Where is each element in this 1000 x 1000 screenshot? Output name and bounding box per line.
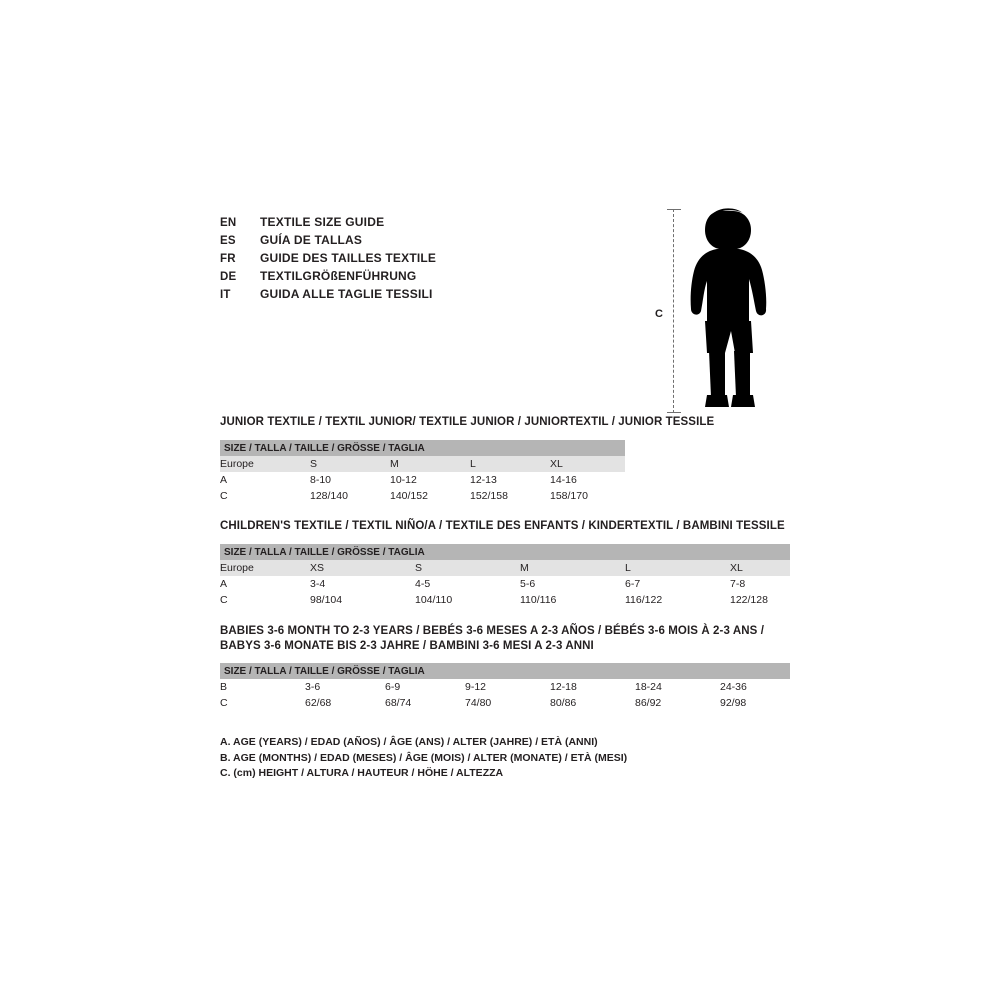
value-cell: 14-16 <box>550 472 625 488</box>
size-cell: S <box>415 560 520 576</box>
table-head-label: SIZE / TALLA / TAILLE / GRÖSSE / TAGLIA <box>220 544 790 560</box>
value-cell: 3-6 <box>305 679 385 695</box>
row-key-c: C <box>220 488 310 504</box>
table-head-row <box>220 663 790 679</box>
language-code: FR <box>220 253 236 265</box>
child-figure-diagram <box>655 205 795 420</box>
table-babies <box>220 663 790 711</box>
row-key-europe: Europe <box>220 456 310 472</box>
language-title: TEXTILGRÖßENFÜHRUNG <box>260 269 417 283</box>
value-cell: 24-36 <box>720 679 790 695</box>
footnote-b: B. AGE (MONTHS) / EDAD (MESES) / ÂGE (MOIS) / ALTER (MONATE) / ETÀ (MESI) <box>220 751 628 764</box>
value-cell: 62/68 <box>305 695 385 711</box>
table-head-label: SIZE / TALLA / TAILLE / GRÖSSE / TAGLIA <box>220 663 790 679</box>
table-head-label: SIZE / TALLA / TAILLE / GRÖSSE / TAGLIA <box>220 440 625 456</box>
value-cell: 18-24 <box>635 679 720 695</box>
value-cell: 122/128 <box>730 592 790 608</box>
height-measure-label: C <box>655 308 663 320</box>
language-code: ES <box>220 235 236 247</box>
language-title-block <box>220 213 650 303</box>
row-key-europe: Europe <box>220 560 310 576</box>
footnotes-block <box>220 735 627 782</box>
language-title: GUIDA ALLE TAGLIE TESSILI <box>260 287 433 301</box>
value-cell: 116/122 <box>625 592 730 608</box>
table-row <box>220 576 790 592</box>
value-cell: 4-5 <box>415 576 520 592</box>
row-key-c: C <box>220 695 305 711</box>
value-cell: 158/170 <box>550 488 625 504</box>
value-cell: 140/152 <box>390 488 470 504</box>
size-cell: XL <box>550 456 625 472</box>
size-cell: L <box>625 560 730 576</box>
language-title: GUIDE DES TAILLES TEXTILE <box>260 251 437 265</box>
table-row <box>220 488 625 504</box>
language-row <box>220 249 650 267</box>
language-code: IT <box>220 289 231 301</box>
table-junior <box>220 440 625 504</box>
table-row <box>220 679 790 695</box>
language-code: EN <box>220 217 237 229</box>
language-title: TEXTILE SIZE GUIDE <box>260 215 385 229</box>
section-title-children: CHILDREN'S TEXTILE / TEXTIL NIÑO/A / TEXTILE DES ENFANTS / KINDERTEXTIL / BAMBINI TESSILE <box>220 520 785 532</box>
value-cell: 80/86 <box>550 695 635 711</box>
language-row <box>220 231 650 249</box>
value-cell: 74/80 <box>465 695 550 711</box>
value-cell: 7-8 <box>730 576 790 592</box>
value-cell: 6-9 <box>385 679 465 695</box>
footnote-a: A. AGE (YEARS) / EDAD (AÑOS) / ÂGE (ANS) / ALTER (JAHRE) / ETÀ (ANNI) <box>220 736 598 748</box>
size-cell: M <box>520 560 625 576</box>
footnote-c: C. (cm) HEIGHT / ALTURA / HAUTEUR / HÖHE / ALTEZZA <box>220 767 504 779</box>
language-row <box>220 267 650 285</box>
table-size-row <box>220 560 790 576</box>
row-key-a: A <box>220 472 310 488</box>
table-row <box>220 592 790 608</box>
value-cell: 5-6 <box>520 576 625 592</box>
table-head-row <box>220 440 625 456</box>
table-row <box>220 472 625 488</box>
value-cell: 86/92 <box>635 695 720 711</box>
size-cell: L <box>470 456 550 472</box>
value-cell: 152/158 <box>470 488 550 504</box>
row-key-c: C <box>220 592 310 608</box>
value-cell: 98/104 <box>310 592 415 608</box>
value-cell: 92/98 <box>720 695 790 711</box>
row-key-a: A <box>220 576 310 592</box>
value-cell: 9-12 <box>465 679 550 695</box>
value-cell: 104/110 <box>415 592 520 608</box>
section-title-babies: BABIES 3-6 MONTH TO 2-3 YEARS / BEBÉS 3-6 MESES A 2-3 AÑOS / BÉBÉS 3-6 MOIS À 2-3 ANS / BABYS 3-6 MONATE BIS 2-3 JAHRE / BAMBINI 3-6 MESI A 2-3 ANNI <box>220 625 764 652</box>
language-row <box>220 213 650 231</box>
table-size-row <box>220 456 625 472</box>
value-cell: 10-12 <box>390 472 470 488</box>
size-cell: XS <box>310 560 415 576</box>
language-code: DE <box>220 271 237 283</box>
value-cell: 12-13 <box>470 472 550 488</box>
language-title: GUÍA DE TALLAS <box>260 233 363 247</box>
size-cell: XL <box>730 560 790 576</box>
child-silhouette-icon <box>677 205 787 415</box>
size-cell: M <box>390 456 470 472</box>
value-cell: 110/116 <box>520 592 625 608</box>
language-row <box>220 285 650 303</box>
value-cell: 128/140 <box>310 488 390 504</box>
value-cell: 68/74 <box>385 695 465 711</box>
height-measure-line <box>673 209 674 413</box>
section-title-junior: JUNIOR TEXTILE / TEXTIL JUNIOR/ TEXTILE JUNIOR / JUNIORTEXTIL / JUNIOR TESSILE <box>220 416 715 428</box>
table-head-row <box>220 544 790 560</box>
value-cell: 3-4 <box>310 576 415 592</box>
size-cell: S <box>310 456 390 472</box>
row-key-b: B <box>220 679 305 695</box>
value-cell: 6-7 <box>625 576 730 592</box>
value-cell: 12-18 <box>550 679 635 695</box>
table-row <box>220 695 790 711</box>
table-children <box>220 544 790 608</box>
value-cell: 8-10 <box>310 472 390 488</box>
